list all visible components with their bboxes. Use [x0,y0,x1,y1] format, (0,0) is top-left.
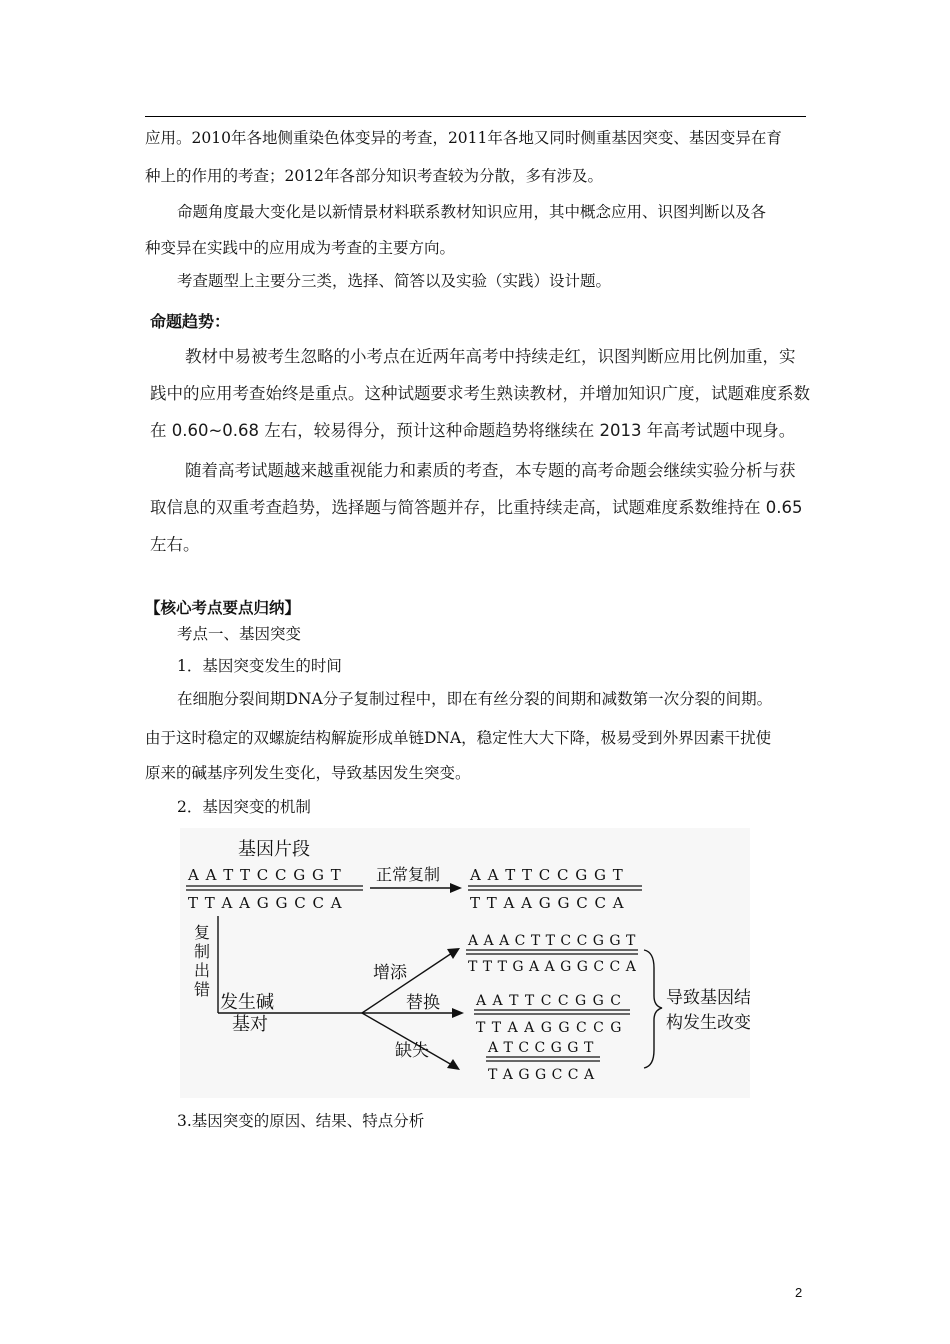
paragraph-line: 由于这时稳定的双螺旋结构解旋形成单链DNA，稳定性大大下降，极易受到外界因素干扰使 [145,729,772,747]
arrow-head [447,1059,460,1070]
substitution-bottom-strand: T T A A G G C C G [476,1020,623,1036]
substitution-label: 替换 [406,993,440,1013]
normal-bottom-strand: T T A A G G C C A [470,894,625,912]
arrow-head [447,948,460,959]
paragraph-line: 在细胞分裂间期DNA分子复制过程中，即在有丝分裂的间期和减数第一次分裂的间期。 [177,690,773,708]
paragraph-line: 考查题型上主要分三类，选择、简答以及实验（实践）设计题。 [177,272,612,290]
result-label: 构发生改变 [666,1013,750,1033]
trend-line: 取信息的双重考查趋势，选择题与简答题并存，比重持续走高，试题难度系数维持在 0.65 [150,498,803,517]
trend-line: 随着高考试题越来越重视能力和素质的考查，本专题的高考命题会继续实验分析与获 [185,461,796,480]
base-pair-label: 基对 [232,1014,268,1035]
trend-line: 教材中易被考生忽略的小考点在近两年高考中持续走红，识图判断应用比例加重，实 [185,347,796,366]
paragraph-line: 原来的碱基序列发生变化，导致基因发生突变。 [145,764,471,782]
subsection-title: 1．基因突变发生的时间 [177,657,342,675]
normal-replication-label: 正常复制 [376,865,441,884]
paragraph-line: 种上的作用的考查；2012年各部分知识考查较为分散，多有涉及。 [145,167,603,185]
section-heading: 【核心考点要点归纳】 [145,598,301,617]
trend-line: 在 0.60~0.68 左右，较易得分，预计这种命题趋势将继续在 2013 年高考试题中现身。 [150,421,796,440]
deletion-label: 缺失 [395,1041,429,1061]
paragraph-line: 命题角度最大变化是以新情景材料联系教材知识应用，其中概念应用、识图判断以及各 [177,203,767,221]
error-label-char: 制 [194,942,211,961]
trend-line: 左右。 [150,535,200,554]
insertion-top-strand: A A A C T T C C G G T [468,933,636,949]
result-bracket [644,950,662,1068]
error-label-char: 复 [194,923,211,942]
normal-top-strand: A A T T C C G G T [470,866,624,884]
trend-line: 践中的应用考查始终是重点。这种试题要求考生熟读教材，并增加知识广度，试题难度系数 [150,384,810,403]
arrow-head [452,1008,464,1018]
result-label: 导致基因结 [666,988,750,1008]
original-bottom-strand: T T A A G G C C A [188,894,343,912]
trend-title: 命题趋势： [150,312,231,331]
deletion-top-strand: A T C C G G T [488,1040,594,1056]
point-title: 考点一、基因突变 [177,625,302,643]
base-pair-label: 发生碱 [220,992,274,1013]
insertion-label: 增添 [373,963,407,983]
subsection-title: 3.基因突变的原因、结果、特点分析 [177,1112,425,1130]
substitution-top-strand: A A T T C C G G C [476,993,623,1009]
paragraph-line: 应用。2010年各地侧重染色体变异的考查，2011年各地又同时侧重基因突变、基因变异在育 [145,129,782,147]
header-rule [145,116,806,117]
error-label-char: 出 [194,961,211,980]
original-top-strand: A A T T C C G G T [188,866,342,884]
arrow-head [450,883,462,893]
subsection-title: 2．基因突变的机制 [177,798,311,816]
insertion-bottom-strand: T T T G A A G G C C A [468,959,637,975]
diagram-title: 基因片段 [238,839,310,860]
mutation-mechanism-diagram [180,828,750,1098]
paragraph-line: 种变异在实践中的应用成为考查的主要方向。 [145,239,456,257]
deletion-bottom-strand: T A G G C C A [488,1067,595,1083]
page-number: 2 [795,1285,803,1300]
error-label-char: 错 [194,980,211,999]
